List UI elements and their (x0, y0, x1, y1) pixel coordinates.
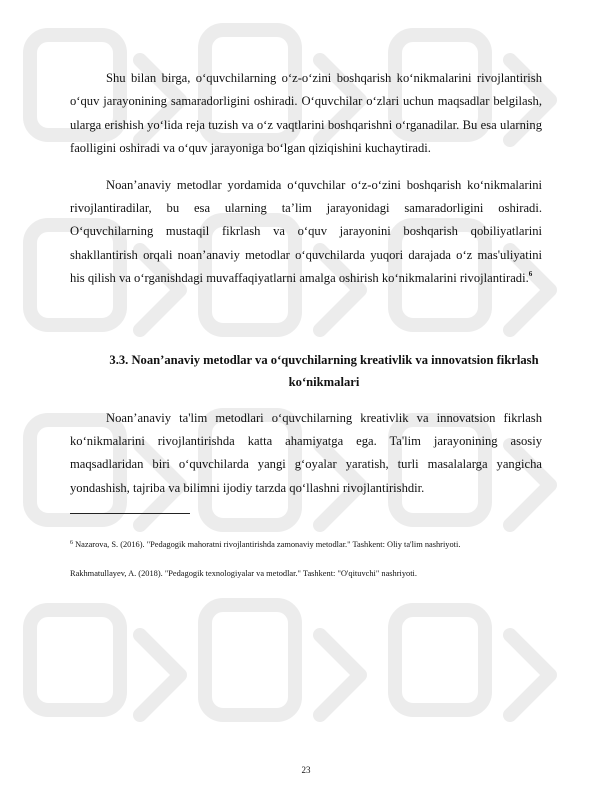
footnote-6-text: Nazarova, S. (2016). "Pedagogik mahoratni rivojlantirishda zamonaviy metodlar." Tashkent: Oliy ta'lim nashriyoti. (75, 540, 461, 550)
paragraph-1-text: Shu bilan birga, o‘quvchilarning o‘z-o‘zini boshqarish ko‘nikmalarini rivojlantirish o‘quv jarayonining samaradorligini oshiradi. O‘quvchilar o‘zlari uchun maqsadlar belgilash, ularga erishish yo‘lida reja tuzish va o‘z vaqtlarini boshqarishni o‘rganadilar. Bu esa ularning faolligini oshiradi va o‘quv jarayoniga bo‘lgan qiziqishini kuchaytiradi. (70, 71, 542, 156)
footnotes (70, 537, 542, 582)
paragraph-3 (70, 407, 542, 501)
page-number: 23 (301, 765, 311, 775)
footnote-divider (70, 513, 190, 514)
footnote-reference-6[interactable]: 6 (528, 270, 533, 279)
paragraph-2 (70, 174, 542, 291)
footnote-6-mark: 6 (70, 540, 73, 547)
paragraph-1 (70, 67, 542, 161)
section-heading: 3.3. Noan’anaviy metodlar va o‘quvchilarning kreativlik va innovatsion fikrlash ko‘nikmalari (109, 352, 539, 389)
reference-entry-text: Rakhmatullayev, A. (2018). "Pedagogik texnologiyalar va metodlar." Tashkent: "O'qituvchi" nashriyoti. (70, 569, 417, 579)
paragraph-3-text: Noan’anaviy ta'lim metodlari o‘quvchilarning kreativlik va innovatsion fikrlash ko‘nikmalarini rivojlantirishda katta ahamiyatga ega. Ta'lim jarayonining asosiy maqsadlaridan biri o‘quvchilarda yangi g‘oyalar yaratish, turli masalalarga yangicha yondashish, tajriba va bilimni ijodiy tarzda qo‘llashni rivojlantirishdir. (70, 410, 542, 495)
paragraph-2-text: Noan’anaviy metodlar yordamida o‘quvchilar o‘z-o‘zini boshqarish ko‘nikmalarini rivojlantiradilar, bu esa ularning ta’lim jarayonidagi samaradorligini oshiradi. O‘quvchilarning mustaqil fikrlash va o‘quv jarayonini boshqarish qobiliyatlarini shakllantirish orqali noan’anaviy metodlar o‘quvchilarda yuqori darajada o‘z mas'uliyatini his qilish va o‘rganishdagi muvaffaqiyatlarni amalga oshirish ko‘nikmalarini rivojlantiradi. (70, 177, 542, 286)
reference-entry (70, 566, 542, 582)
page-content (70, 67, 542, 582)
footnote-6 (70, 537, 542, 553)
